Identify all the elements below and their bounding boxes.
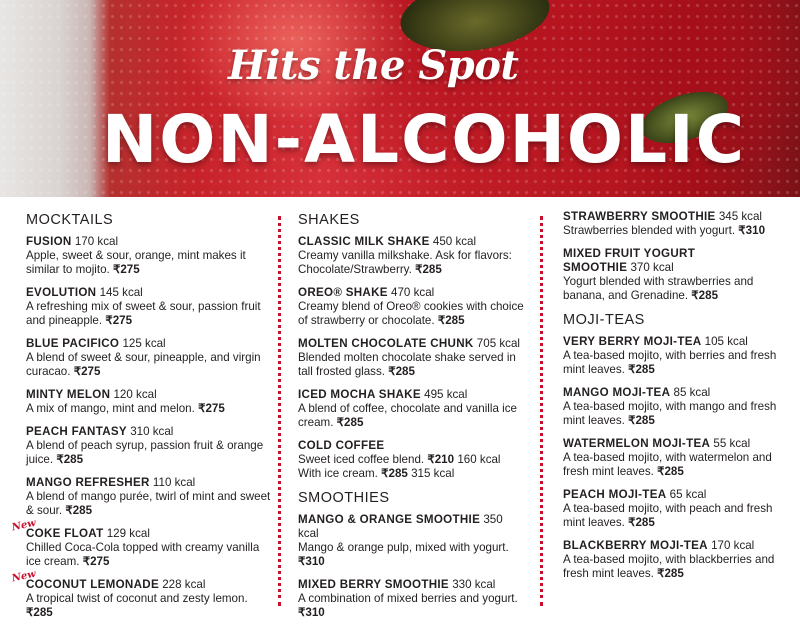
item-price: ₹285 — [26, 606, 53, 619]
item-desc: A combination of mixed berries and yogurt. — [298, 592, 518, 605]
smoothie-list — [298, 513, 526, 620]
item-price: ₹310 — [298, 555, 325, 568]
menu-item — [26, 337, 276, 379]
moji-teas-column — [563, 210, 783, 590]
mocktail-list — [11, 235, 276, 620]
section-heading-moji-teas: MOJI-TEAS — [563, 312, 645, 328]
menu-item — [298, 578, 526, 620]
item-kcal: 129 kcal — [106, 527, 150, 540]
section-heading-mocktails: MOCKTAILS — [26, 212, 114, 228]
moji-tea-list — [563, 335, 783, 581]
column-divider — [278, 216, 281, 606]
item-kcal: 450 kcal — [432, 235, 477, 248]
menu-item — [563, 247, 783, 303]
item-kcal: 705 kcal — [476, 337, 520, 350]
item-price: ₹285 — [437, 314, 465, 327]
item-desc: A tea-based mojito, with blackberries and fresh mint leaves. — [563, 553, 775, 580]
item-desc: A tea-based mojito, with mango and fresh mint leaves. — [563, 400, 777, 427]
menu-item — [11, 517, 276, 569]
section-heading-shakes: SHAKES — [298, 212, 360, 228]
item-price: ₹285 — [628, 414, 655, 427]
menu-item — [563, 386, 783, 428]
menu-item — [26, 388, 276, 416]
item-kcal: 470 kcal — [391, 286, 435, 299]
menu-item — [298, 439, 526, 481]
item-price: ₹285 — [657, 465, 684, 478]
item-price: ₹310 — [298, 606, 325, 619]
item-name: BLACKBERRY MOJI-TEA — [563, 539, 708, 552]
item-name: PEACH MOJI-TEA — [563, 488, 667, 501]
item-name: MANGO MOJI-TEA — [563, 386, 671, 399]
item-desc: A blend of peach syrup, passion fruit & orange juice. — [26, 439, 264, 466]
item-desc: Blended molten chocolate shake served in tall frosted glass. — [298, 351, 516, 378]
item-desc: A blend of coffee, chocolate and vanilla ice cream. — [298, 402, 517, 429]
item-desc: Apple, sweet & sour, orange, mint makes it similar to mojito. — [26, 249, 246, 276]
menu-item — [298, 235, 526, 277]
item-name: OREO® SHAKE — [298, 286, 388, 299]
item-desc: A blend of sweet & sour, pineapple, and virgin curacao. — [26, 351, 261, 378]
item-desc: A refreshing mix of sweet & sour, passion fruit and pineapple. — [26, 300, 261, 327]
item-kcal: 345 kcal — [718, 210, 762, 223]
item-name: MANGO & ORANGE SMOOTHIE — [298, 513, 481, 526]
item-price: ₹210 — [427, 453, 455, 466]
item-desc: A tropical twist of coconut and zesty lemon. — [26, 592, 248, 605]
item-kcal: 105 kcal — [704, 335, 748, 348]
menu-item — [26, 425, 276, 467]
item-price: ₹275 — [112, 263, 140, 276]
item-kcal: 330 kcal — [452, 578, 496, 591]
item-desc: A blend of mango purée, twirl of mint and sweet & sour. — [26, 490, 271, 517]
item-kcal: 350 kcal — [298, 513, 503, 540]
item-price: ₹285 — [691, 289, 719, 302]
script-title: Hits the Spot — [228, 42, 519, 89]
item-kcal: 170 kcal — [711, 539, 755, 552]
item-name: BLUE PACIFICO — [26, 337, 120, 350]
item-name: MIXED BERRY SMOOTHIE — [298, 578, 449, 591]
menu-item — [563, 539, 783, 581]
item-desc: Strawberries blended with yogurt. — [563, 224, 736, 237]
item-price: ₹285 — [336, 416, 364, 429]
item-kcal: 310 kcal — [130, 425, 174, 438]
item-desc: A tea-based mojito, with berries and fresh mint leaves. — [563, 349, 777, 376]
item-price: ₹285 — [388, 365, 415, 378]
menu-item — [298, 337, 526, 379]
item-name: EVOLUTION — [26, 286, 97, 299]
item-kcal: 170 kcal — [74, 235, 119, 248]
item-kcal: 495 kcal — [424, 388, 468, 401]
item-kcal: 55 kcal — [713, 437, 751, 450]
item-kcal: 120 kcal — [113, 388, 157, 401]
item-name: STRAWBERRY SMOOTHIE — [563, 210, 716, 223]
item-price: ₹285 — [381, 467, 408, 480]
item-name: MINTY MELON — [26, 388, 111, 401]
menu-item — [298, 286, 526, 328]
item-kcal: 65 kcal — [669, 488, 707, 501]
item-name: PEACH FANTASY — [26, 425, 127, 438]
menu-item — [563, 437, 783, 479]
menu-item — [563, 210, 783, 238]
item-kcal: 315 kcal — [411, 467, 455, 480]
item-desc: A mix of mango, mint and melon. — [26, 402, 195, 415]
item-desc: Mango & orange pulp, mixed with yogurt. — [298, 541, 509, 554]
item-price: ₹285 — [56, 453, 84, 466]
menu-item — [26, 286, 276, 328]
item-name: COLD COFFEE — [298, 439, 385, 452]
item-name: CLASSIC MILK SHAKE — [298, 235, 430, 248]
menu-item — [26, 235, 276, 277]
item-name: MIXED FRUIT YOGURT — [563, 247, 696, 260]
item-price: ₹285 — [415, 263, 442, 276]
item-name: FUSION — [26, 235, 72, 248]
shake-list — [298, 235, 526, 430]
item-name: SMOOTHIE — [563, 261, 628, 274]
item-name: COCONUT LEMONADE — [26, 578, 159, 591]
item-name: VERY BERRY MOJI-TEA — [563, 335, 702, 348]
item-kcal: 370 kcal — [630, 261, 674, 274]
item-kcal: 160 kcal — [457, 453, 501, 466]
menu-item — [563, 335, 783, 377]
item-desc: Creamy vanilla milkshake. Ask for flavors: Chocolate/Strawberry. — [298, 249, 512, 276]
header-banner — [0, 0, 800, 197]
page-title: NON-ALCOHOLIC — [102, 101, 747, 178]
item-desc: Creamy blend of Oreo® cookies with choice of strawberry or chocolate. — [298, 300, 524, 327]
menu-item — [11, 568, 276, 620]
item-desc: Sweet iced coffee blend. — [298, 453, 425, 466]
item-desc: Yogurt blended with strawberries and banana, and Grenadine. — [563, 275, 754, 302]
item-price: ₹275 — [198, 402, 225, 415]
item-name: COKE FLOAT — [26, 527, 104, 540]
item-kcal: 85 kcal — [673, 386, 711, 399]
new-badge: New — [11, 568, 37, 585]
column-divider — [540, 216, 543, 606]
item-kcal: 125 kcal — [122, 337, 166, 350]
item-kcal: 228 kcal — [162, 578, 206, 591]
mocktails-column — [11, 206, 276, 629]
item-name: MANGO REFRESHER — [26, 476, 150, 489]
item-desc: A tea-based mojito, with peach and fresh mint leaves. — [563, 502, 773, 529]
item-price: ₹275 — [105, 314, 133, 327]
item-price: ₹285 — [65, 504, 93, 517]
item-name: MOLTEN CHOCOLATE CHUNK — [298, 337, 474, 350]
item-price: ₹275 — [73, 365, 101, 378]
item-name: WATERMELON MOJI-TEA — [563, 437, 711, 450]
item-price: ₹285 — [657, 567, 684, 580]
item-name: ICED MOCHA SHAKE — [298, 388, 421, 401]
menu-item — [298, 388, 526, 430]
item-price: ₹275 — [82, 555, 110, 568]
item-price: ₹310 — [738, 224, 766, 237]
menu-item — [26, 476, 276, 518]
shakes-column — [298, 206, 526, 629]
item-desc: With ice cream. — [298, 467, 378, 480]
menu-item — [563, 488, 783, 530]
new-badge: New — [11, 517, 37, 534]
item-price: ₹285 — [628, 516, 655, 529]
item-kcal: 145 kcal — [99, 286, 143, 299]
menu-item — [298, 513, 526, 569]
item-desc: A tea-based mojito, with watermelon and fresh mint leaves. — [563, 451, 772, 478]
section-heading-smoothies: SMOOTHIES — [298, 490, 390, 506]
item-price: ₹285 — [628, 363, 655, 376]
item-kcal: 110 kcal — [152, 476, 196, 489]
item-desc: Chilled Coca-Cola topped with creamy vanilla ice cream. — [26, 541, 260, 568]
